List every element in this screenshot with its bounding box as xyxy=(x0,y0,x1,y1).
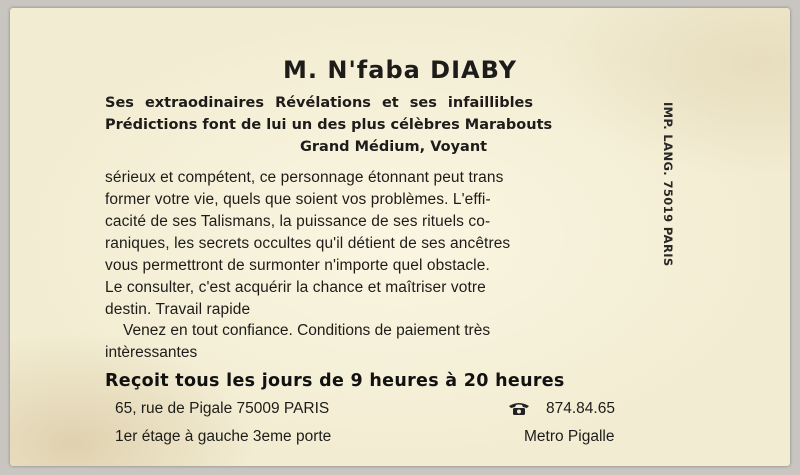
body-line: cacité de ses Talismans, la puissance de ses rituels co- xyxy=(105,213,491,230)
body-line: former votre vie, quels que soient vos problèmes. L'effi- xyxy=(105,191,491,208)
floor-directions: 1er étage à gauche 3eme porte xyxy=(115,428,332,445)
intro-line-1: Ses extraodinaires Révélations et ses infaillibles xyxy=(105,95,534,111)
intro-line-3: Grand Médium, Voyant xyxy=(300,139,488,155)
body-line: raniques, les secrets occultes qu'il détient de ses ancêtres xyxy=(105,235,511,252)
phone-number: 874.84.65 xyxy=(546,400,615,417)
intro-line-2: Prédictions font de lui un des plus célèbres Marabouts xyxy=(105,117,553,133)
printer-imprint: IMP. LANG. 75019 PARIS xyxy=(661,102,675,267)
body-line: vous permettront de surmonter n'importe quel obstacle. xyxy=(105,257,490,274)
telephone-icon xyxy=(508,401,530,415)
card-title: M. N'faba DIABY xyxy=(283,56,517,84)
body-line: Le consulter, c'est acquérir la chance et maîtriser votre xyxy=(105,279,486,296)
metro-station: Metro Pigalle xyxy=(524,428,615,445)
phone-number-row xyxy=(508,400,615,418)
opening-hours: Reçoit tous les jours de 9 heures à 20 heures xyxy=(105,371,565,391)
body-line: sérieux et compétent, ce personnage étonnant peut trans xyxy=(105,169,504,186)
street-address: 65, rue de Pigale 75009 PARIS xyxy=(115,400,330,417)
body-line: destin. Travail rapide xyxy=(105,301,251,318)
invite-line-2: intèressantes xyxy=(105,344,198,361)
business-card xyxy=(10,8,790,466)
invite-line-1: Venez en tout confiance. Conditions de paiement très xyxy=(123,322,491,339)
